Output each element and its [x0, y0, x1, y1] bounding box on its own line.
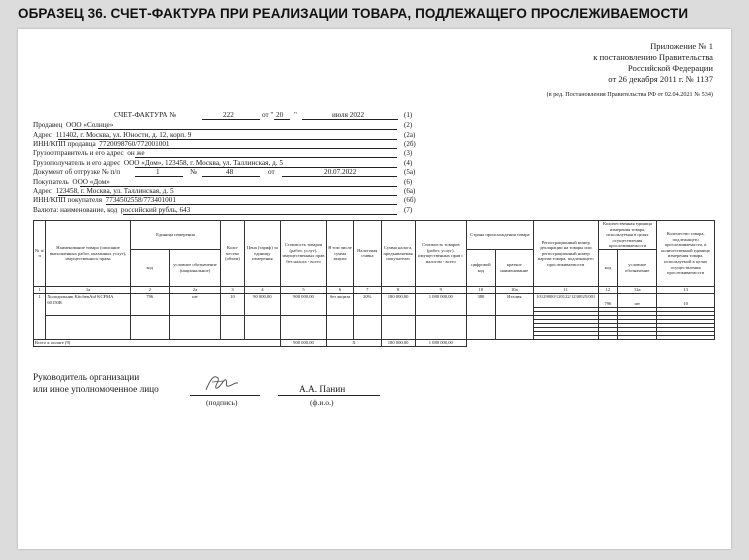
- invoice-number: 222: [223, 111, 234, 119]
- cell-trace-qty: 10: [657, 293, 715, 307]
- appendix-line: Российской Федерации: [627, 63, 713, 73]
- col-num: 10а: [495, 286, 533, 293]
- th-unit-code: код: [130, 249, 169, 286]
- cell-cost: 900 000,00: [280, 293, 326, 315]
- cell-country-code: 380: [466, 293, 495, 315]
- ref-number: (5а): [404, 168, 416, 176]
- shipping-doc-date: 20.07.2022: [324, 168, 357, 176]
- table-header-row: [34, 221, 715, 250]
- th-cost-tax: Стоимость товаров (работ, услуг), имущественных прав с налогом - всего: [415, 221, 466, 287]
- col-num: 3: [221, 286, 245, 293]
- cell-excise: без акциза: [327, 293, 354, 315]
- ref-number: (2б): [404, 140, 416, 148]
- th-excise: В том числе сумма акциза: [327, 221, 354, 287]
- totals-label: Всего к оплате (9): [34, 339, 281, 346]
- th-name: Наименование товара (описание выполненных работ, оказанных услуг), имущественного права: [46, 221, 130, 287]
- shipping-doc-num2: 48: [226, 168, 234, 176]
- consignee-field: Грузополучатель и его адрес ООО «Дом», 123458, г. Москва, ул. Таллинская, д. 5: [33, 159, 283, 167]
- th-trace-unit: Количественная единица измерения товара, используемая в целях осуществления прослеживаемости: [598, 221, 657, 250]
- column-numbers-row: [34, 286, 715, 293]
- buyer-address-field: Адрес 123458, г. Москва, ул. Таллинская, д. 5: [33, 187, 174, 195]
- shipping-doc-sign: №: [190, 168, 197, 176]
- col-num: 7: [353, 286, 381, 293]
- seller-address-field: Адрес 111402, г. Москва, ул. Юности, д. 12, корп. 9: [33, 131, 192, 139]
- col-num: 12: [598, 286, 618, 293]
- ref-number: (4): [404, 159, 413, 167]
- th-cost-no-tax: Стоимость товаров (работ, услуг), имущественных прав без налога - всего: [280, 221, 326, 287]
- totals-tax: 180 000,00: [381, 339, 415, 346]
- ref-number: (6): [404, 178, 413, 186]
- cell-tax: 180 000,00: [381, 293, 415, 315]
- col-num: 5: [280, 286, 326, 293]
- cell-qty: 10: [221, 293, 245, 315]
- ref-number: (6б): [404, 196, 416, 204]
- signature-caption: (подпись): [206, 398, 238, 407]
- th-rate: Налоговая ставка: [353, 221, 381, 287]
- ref-number: (6а): [404, 187, 416, 195]
- buyer-inn-field: ИНН/КПП покупателя 7734502558/773401001: [33, 196, 176, 204]
- col-num: 11: [533, 286, 598, 293]
- th-price: Цена (тариф) за единицу измерения: [244, 221, 280, 287]
- invoice-day: 20: [276, 111, 284, 119]
- signer-name: А.А. Панин: [299, 385, 346, 395]
- shipping-doc-label: Документ об отгрузке № п/п: [33, 168, 121, 176]
- signer-title: Руководитель организации или иное уполномоченное лицо: [33, 373, 159, 395]
- cell-price: 90 000,00: [244, 293, 280, 315]
- amendment-note: (в ред. Постановления Правительства РФ от 02.04.2021 № 534): [546, 91, 713, 98]
- col-num: 10: [466, 286, 495, 293]
- cell-total: 1 080 000,00: [415, 293, 466, 315]
- invoice-month-year: июля 2022: [332, 111, 365, 119]
- th-declaration: Регистрационный номер декларации на товары или регистрационный номер партии товара, подлежащего прослеживаемости: [533, 221, 598, 287]
- th-country-code: цифровой код: [466, 249, 495, 286]
- totals-x: X: [327, 339, 382, 346]
- th-trace-name: условное обозначение: [618, 249, 657, 286]
- appendix-line: от 26 декабря 2011 г. № 1137: [608, 74, 713, 84]
- cell-no: 1: [34, 293, 46, 339]
- col-num: 6: [327, 286, 354, 293]
- cell-declaration: 10129000/120122/1230025/001: [533, 293, 598, 307]
- shipping-doc-num1: 1: [156, 168, 160, 176]
- th-qty: Коли-чество (объем): [221, 221, 245, 287]
- currency-field: Валюта: наименование, код российский рубль, 643: [33, 206, 191, 214]
- col-num: 1а: [46, 286, 130, 293]
- signature-scribble: [202, 370, 242, 394]
- invoice-from: от ": [262, 111, 274, 119]
- col-num: 12а: [618, 286, 657, 293]
- invoice-sheet: [18, 29, 731, 549]
- seller-inn-field: ИНН/КПП продавца 7720098760/772001001: [33, 140, 170, 148]
- shipper-field: Грузоотправитель и его адрес он же: [33, 149, 145, 157]
- appendix-line: Приложение № 1: [650, 41, 713, 51]
- table-row: [34, 293, 715, 307]
- shipping-doc-from: от: [268, 168, 275, 176]
- th-tax: Сумма налога, предъявляемая покупателю: [381, 221, 415, 287]
- cell-trace-code: 796: [598, 293, 618, 307]
- col-num: 8: [381, 286, 415, 293]
- ref-number: (2): [404, 121, 413, 129]
- ref-number: (1): [404, 111, 413, 119]
- fio-caption: (ф.и.о.): [310, 398, 334, 407]
- totals-cost: 900 000,00: [280, 339, 326, 346]
- col-num: 4: [244, 286, 280, 293]
- th-unit-name: условное обозначение (национальное): [169, 249, 220, 286]
- col-num: 2: [130, 286, 169, 293]
- cell-country-name: Италия: [495, 293, 533, 315]
- invoice-quote: ": [294, 111, 297, 119]
- cell-unit-name: шт: [169, 293, 220, 315]
- cell-unit-code: 796: [130, 293, 169, 315]
- col-num: 2а: [169, 286, 220, 293]
- th-country-name: краткое наименование: [495, 249, 533, 286]
- seller-field: Продавец ООО «Солнце»: [33, 121, 114, 129]
- cell-name: Холодильник KitchenAid KCFMA 60150R: [46, 293, 130, 315]
- th-unit: Единица измерения: [130, 221, 221, 250]
- invoice-title: СЧЕТ-ФАКТУРА №: [114, 111, 177, 119]
- page-heading: ОБРАЗЕЦ 36. СЧЕТ-ФАКТУРА ПРИ РЕАЛИЗАЦИИ ТОВАРА, ПОДЛЕЖАЩЕГО ПРОСЛЕЖИВАЕМОСТИ: [18, 6, 689, 21]
- col-num: 13: [657, 286, 715, 293]
- th-no: № п/п: [34, 221, 46, 287]
- goods-table: [33, 220, 715, 347]
- appendix-block: [593, 41, 713, 85]
- buyer-field: Покупатель ООО «Дом»: [33, 178, 110, 186]
- cell-rate: 20%: [353, 293, 381, 315]
- ref-number: (7): [404, 206, 413, 214]
- th-country: Страна происхождения товара: [466, 221, 533, 250]
- totals-row: [34, 339, 715, 346]
- cell-trace-name: шт: [618, 293, 657, 307]
- th-trace-qty: Количество товара, подлежащего прослеживаемости, в количественной единице измерения товара, используемой в целях осуществления прослеживаемости: [657, 221, 715, 287]
- appendix-line: к постановлению Правительства: [593, 52, 713, 62]
- ref-number: (3): [404, 149, 413, 157]
- col-num: 1: [34, 286, 46, 293]
- th-trace-code: код: [598, 249, 618, 286]
- col-num: 9: [415, 286, 466, 293]
- totals-total: 1 080 000,00: [415, 339, 466, 346]
- ref-number: (2а): [404, 131, 416, 139]
